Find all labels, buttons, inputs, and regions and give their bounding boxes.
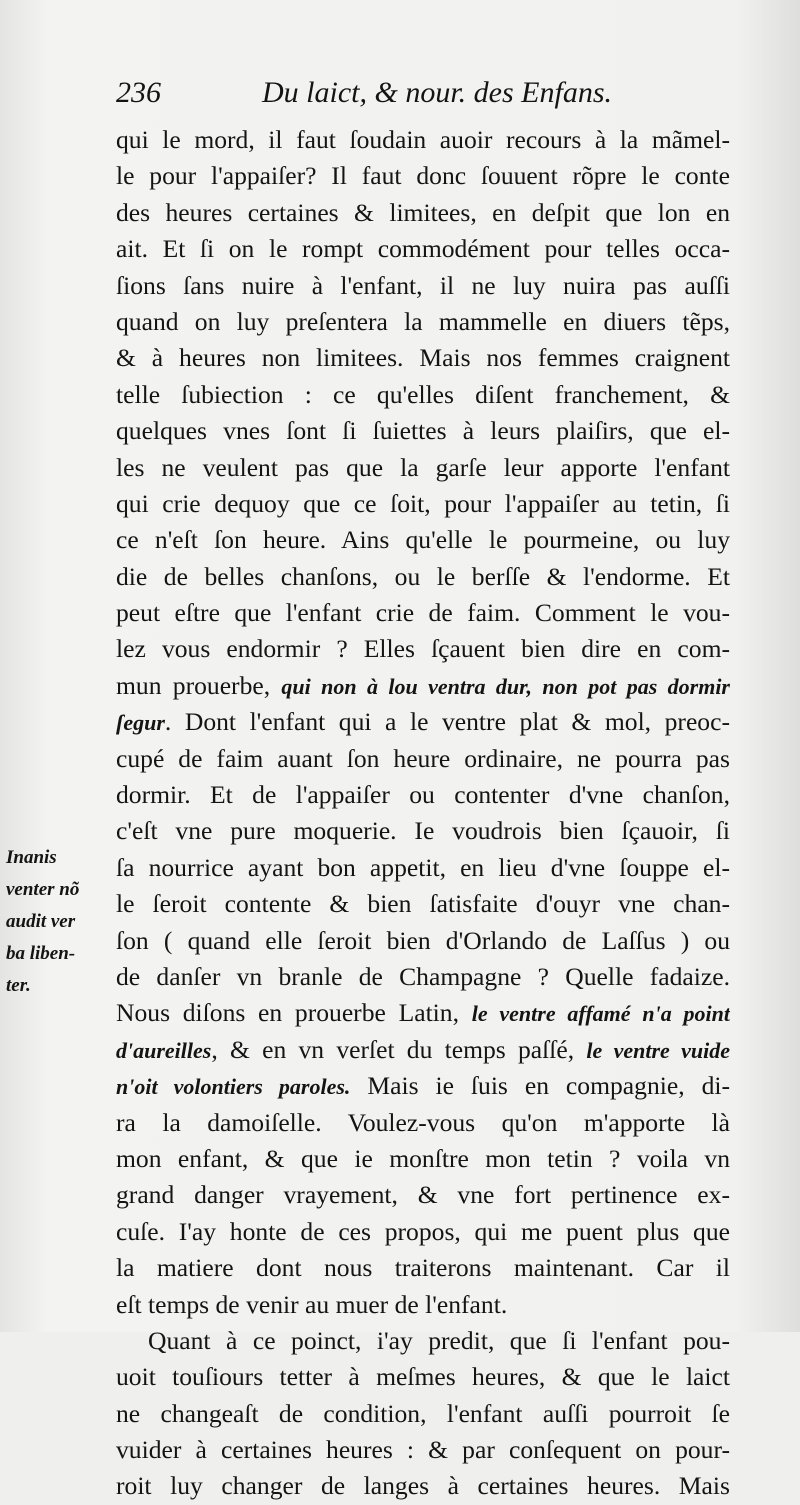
- text-segment: ſon ( quand elle ſeroit bien d'Orlando de Laſſus ) ou: [116, 925, 730, 955]
- text-segment: quand on luy preſentera la mammelle en diuers tẽps,: [116, 306, 730, 336]
- page-header: [112, 74, 722, 114]
- text-segment: quelques vnes ſont ſi ſuiettes à leurs plaiſirs, que el-: [116, 416, 730, 446]
- text-line: [116, 1068, 730, 1104]
- text-line: [116, 668, 730, 704]
- text-segment: roit luy changer de langes à certaines heures. Mais: [116, 1471, 730, 1501]
- text-line: [116, 413, 730, 449]
- body-text: [116, 122, 730, 1505]
- running-title: Du laict, & nour. des Enfans.: [262, 76, 612, 109]
- text-segment: des heures certaines & limitees, en deſpit que lon en: [116, 197, 730, 227]
- margin-note-line: Inanis: [6, 847, 57, 868]
- text-line: [116, 231, 730, 267]
- text-line: [116, 122, 730, 158]
- text-line: [116, 1432, 730, 1468]
- text-line: [116, 1250, 730, 1286]
- margin-note: [6, 842, 110, 1002]
- text-segment: cuſe. I'ay honte de ces propos, qui me puent plus que: [116, 1216, 730, 1246]
- text-line: [116, 923, 730, 959]
- text-segment: , & en vn verſet du temps paſſé,: [211, 1034, 587, 1064]
- italic-quote: d'aureilles: [116, 1037, 212, 1063]
- text-line: [116, 995, 730, 1031]
- text-line: [116, 886, 730, 922]
- text-line: [116, 1214, 730, 1250]
- text-segment: ſa nourrice ayant bon appetit, en lieu d'vne ſouppe el-: [116, 852, 730, 882]
- text-line: [116, 522, 730, 558]
- text-line: [116, 1032, 730, 1068]
- text-line: [116, 777, 730, 813]
- margin-note-line: venter nõ: [6, 879, 80, 900]
- text-line: [116, 1141, 730, 1177]
- text-segment: cupé de faim auant ſon heure ordinaire, ne pourra pas: [116, 743, 730, 773]
- text-segment: qui le mord, il faut ſoudain auoir recours à la mãmel-: [116, 125, 730, 154]
- text-line: [116, 377, 730, 413]
- page-number: 236: [116, 76, 161, 109]
- text-segment: Mais ie ſuis en compagnie, di-: [350, 1071, 730, 1101]
- text-segment: de danſer vn branle de Champagne ? Quelle fadaize.: [116, 961, 730, 991]
- text-line: [116, 195, 730, 231]
- text-line: [116, 813, 730, 849]
- text-line: [116, 1177, 730, 1213]
- text-segment: telle ſubiection : ce qu'elles diſent franchement, &: [116, 379, 730, 409]
- text-line: [116, 486, 730, 522]
- italic-quote: n'oit volontiers paroles.: [116, 1074, 351, 1100]
- text-segment: Nous diſons en prouerbe Latin,: [116, 998, 472, 1028]
- text-line: [116, 1105, 730, 1141]
- text-line: [116, 595, 730, 631]
- text-segment: mon enfant, & que ie monſtre mon tetin ? voila vn: [116, 1143, 730, 1173]
- text-line: [116, 268, 730, 304]
- text-segment: lez vous endormir ? Elles ſçauent bien dire en com-: [116, 634, 730, 664]
- text-line: [116, 704, 730, 740]
- italic-quote: qui non à lou ventra dur, non pot pas dormir: [281, 673, 730, 699]
- text-segment: uoit touſiours tetter à meſmes heures, & que le laict: [116, 1362, 730, 1392]
- margin-note-line: ba liben-: [6, 943, 76, 964]
- text-segment: ra la damoiſelle. Voulez-vous qu'on m'apporte là: [116, 1107, 730, 1137]
- text-segment: ce n'eſt ſon heure. Ains qu'elle le pourmeine, ou luy: [116, 525, 730, 555]
- text-line: [116, 959, 730, 995]
- text-segment: la matiere dont nous traiterons maintenant. Car il: [116, 1253, 730, 1283]
- text-segment: c'eſt vne pure moquerie. Ie voudrois bien ſçauoir, ſi: [116, 816, 730, 846]
- text-line: [116, 1396, 730, 1432]
- text-segment: peut eſtre que l'enfant crie de faim. Comment le vou-: [116, 598, 730, 628]
- italic-quote: ſegur: [116, 710, 165, 736]
- text-line: [116, 1359, 730, 1395]
- text-line: [116, 1468, 730, 1504]
- text-line: [116, 1323, 730, 1359]
- text-line: [116, 450, 730, 486]
- margin-note-line: ter.: [6, 975, 31, 996]
- italic-quote: le ventre vuide: [586, 1037, 730, 1063]
- italic-quote: le ventre affamé n'a point: [471, 1001, 730, 1027]
- text-segment: le pour l'appaiſer? Il faut donc ſouuent rõpre le conte: [116, 161, 730, 191]
- text-segment: les ne veulent pas que la garſe leur apporte l'enfant: [116, 452, 730, 482]
- text-line: [116, 1287, 730, 1323]
- text-segment: qui crie dequoy que ce ſoit, pour l'appaiſer au tetin, ſi: [116, 488, 730, 518]
- text-line: [116, 631, 730, 667]
- text-line: [116, 850, 730, 886]
- text-line: [116, 304, 730, 340]
- text-segment: vuider à certaines heures : & par conſequent on pour-: [116, 1435, 730, 1465]
- text-segment: mun prouerbe,: [116, 670, 282, 700]
- text-segment: le ſeroit contente & bien ſatisfaite d'ouyr vne chan-: [116, 889, 730, 919]
- text-segment: Quant à ce poinct, i'ay predit, que ſi l'enfant pou-: [148, 1325, 730, 1355]
- text-line: [116, 340, 730, 376]
- text-segment: . Dont l'enfant qui a le ventre plat & mol, preoc-: [164, 707, 730, 737]
- text-segment: dormir. Et de l'appaiſer ou contenter d'vne chanſon,: [116, 780, 730, 810]
- text-segment: die de belles chanſons, ou le berſſe & l'endorme. Et: [116, 561, 730, 591]
- text-segment: eſt temps de venir au muer de l'enfant.: [116, 1289, 508, 1319]
- text-segment: ait. Et ſi on le rompt commodément pour telles occa-: [116, 234, 730, 264]
- text-segment: ne changeaſt de condition, l'enfant auſſi pourroit ſe: [116, 1398, 730, 1428]
- text-line: [116, 158, 730, 194]
- text-line: [116, 741, 730, 777]
- margin-note-line: audit ver: [6, 911, 76, 932]
- text-segment: & à heures non limitees. Mais nos femmes craignent: [116, 343, 730, 373]
- text-segment: ſions ſans nuire à l'enfant, il ne luy nuira pas auſſi: [116, 270, 730, 300]
- text-segment: grand danger vrayement, & vne fort pertinence ex-: [116, 1180, 730, 1210]
- text-line: [116, 559, 730, 595]
